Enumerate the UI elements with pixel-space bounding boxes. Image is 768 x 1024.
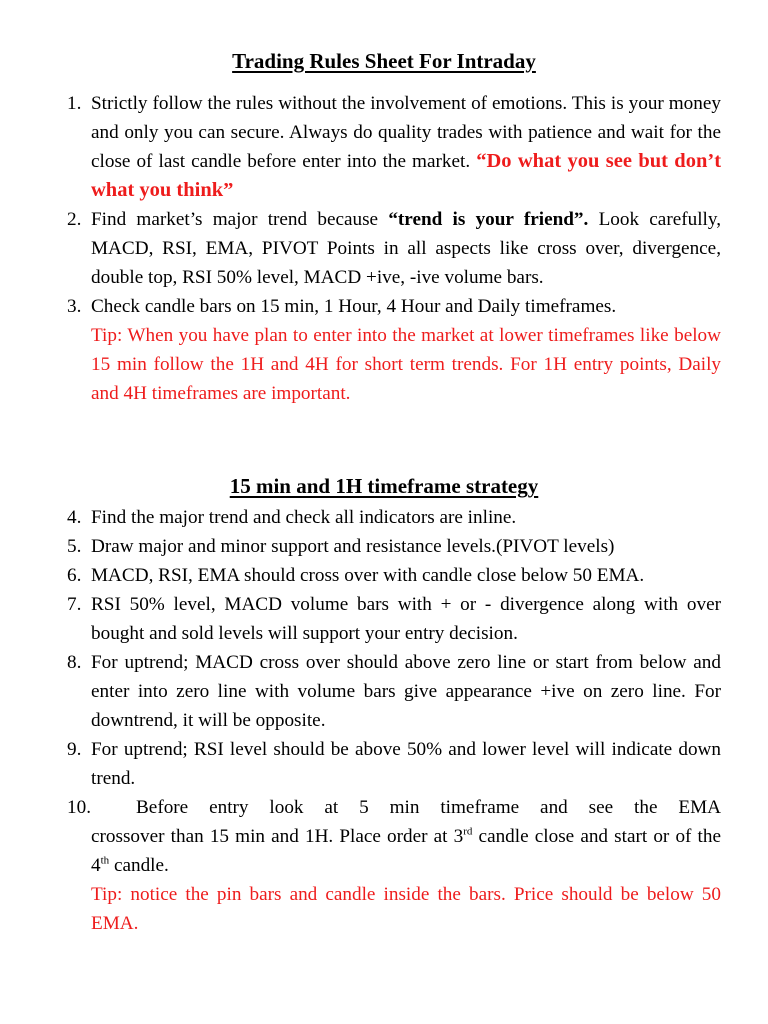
item-text: candle close and start or of the 4	[91, 826, 722, 876]
list-item-10	[67, 793, 721, 938]
item-text: Find market’s major trend because	[91, 209, 379, 230]
list-item	[67, 292, 721, 408]
item-number: 5.	[67, 536, 82, 557]
list-item	[67, 561, 721, 590]
item-number: 3.	[67, 296, 82, 317]
highlight-quote: “Do what you see but don’t what you think”	[91, 150, 722, 201]
item-continuation	[67, 822, 721, 880]
list-item	[67, 205, 721, 292]
item-text: Strictly follow the rules without the involvement of emotions. This is your money and only you can secure. Always do quality trades with patience and wait for the close of last candle before enter into the market.	[91, 93, 721, 172]
item-first-line	[67, 793, 721, 822]
ordinal-suffix: rd	[463, 825, 473, 838]
list-item	[67, 648, 721, 735]
bold-phrase: “trend is your friend”.	[388, 209, 589, 230]
list-item	[67, 503, 721, 532]
tip-text: Tip: When you have plan to enter into the market at lower timeframes like below 15 min follow the 1H and 4H for short term trends. For 1H entry points, Daily and 4H timeframes are important.	[91, 325, 721, 404]
item-text: Find the major trend and check all indicators are inline.	[91, 507, 517, 528]
item-number: 4.	[67, 507, 82, 528]
item-number: 7.	[67, 594, 82, 615]
item-number: 2.	[67, 209, 82, 230]
item-number: 1.	[67, 93, 82, 114]
item-text: For uptrend; MACD cross over should above zero line or start from below and enter into zero line with volume bars give appearance +ive on zero line. For downtrend, it will be opposite.	[91, 652, 721, 731]
ordinal-suffix: th	[100, 854, 110, 867]
list-item	[67, 735, 721, 793]
item-text: MACD, RSI, EMA should cross over with candle close below 50 EMA.	[91, 565, 645, 586]
tip-text: Tip: notice the pin bars and candle inside the bars. Price should be below 50 EMA.	[91, 884, 721, 934]
list-item	[67, 532, 721, 561]
item-number: 9.	[67, 739, 82, 760]
page-title: Trading Rules Sheet For Intraday	[232, 49, 536, 73]
item-text: candle.	[109, 855, 169, 876]
item-text: Draw major and minor support and resistance levels.(PIVOT levels)	[91, 536, 615, 557]
item-number: 6.	[67, 565, 82, 586]
item-number: 8.	[67, 652, 82, 673]
item-text: crossover than 15 min and 1H. Place order at 3	[91, 826, 464, 847]
item-text: For uptrend; RSI level should be above 50% and lower level will indicate down trend.	[91, 739, 721, 789]
rules-list	[67, 89, 721, 408]
item-text: Before entry look at 5 min timeframe and see the EMA	[136, 797, 721, 818]
item-text: Check candle bars on 15 min, 1 Hour, 4 Hour and Daily timeframes.	[91, 296, 617, 317]
list-item	[67, 89, 721, 205]
section-title: 15 min and 1H timeframe strategy	[229, 474, 539, 498]
item-text: RSI 50% level, MACD volume bars with + or - divergence along with over bought and sold levels will support your entry decision.	[91, 594, 721, 644]
strategy-list	[67, 503, 721, 938]
item-text: Look carefully, MACD, RSI, EMA, PIVOT Points in all aspects like cross over, divergence, double top, RSI 50% level, MACD +ive, -ive volume bars.	[91, 209, 722, 288]
list-item	[67, 590, 721, 648]
item-number: 10.	[67, 797, 91, 818]
